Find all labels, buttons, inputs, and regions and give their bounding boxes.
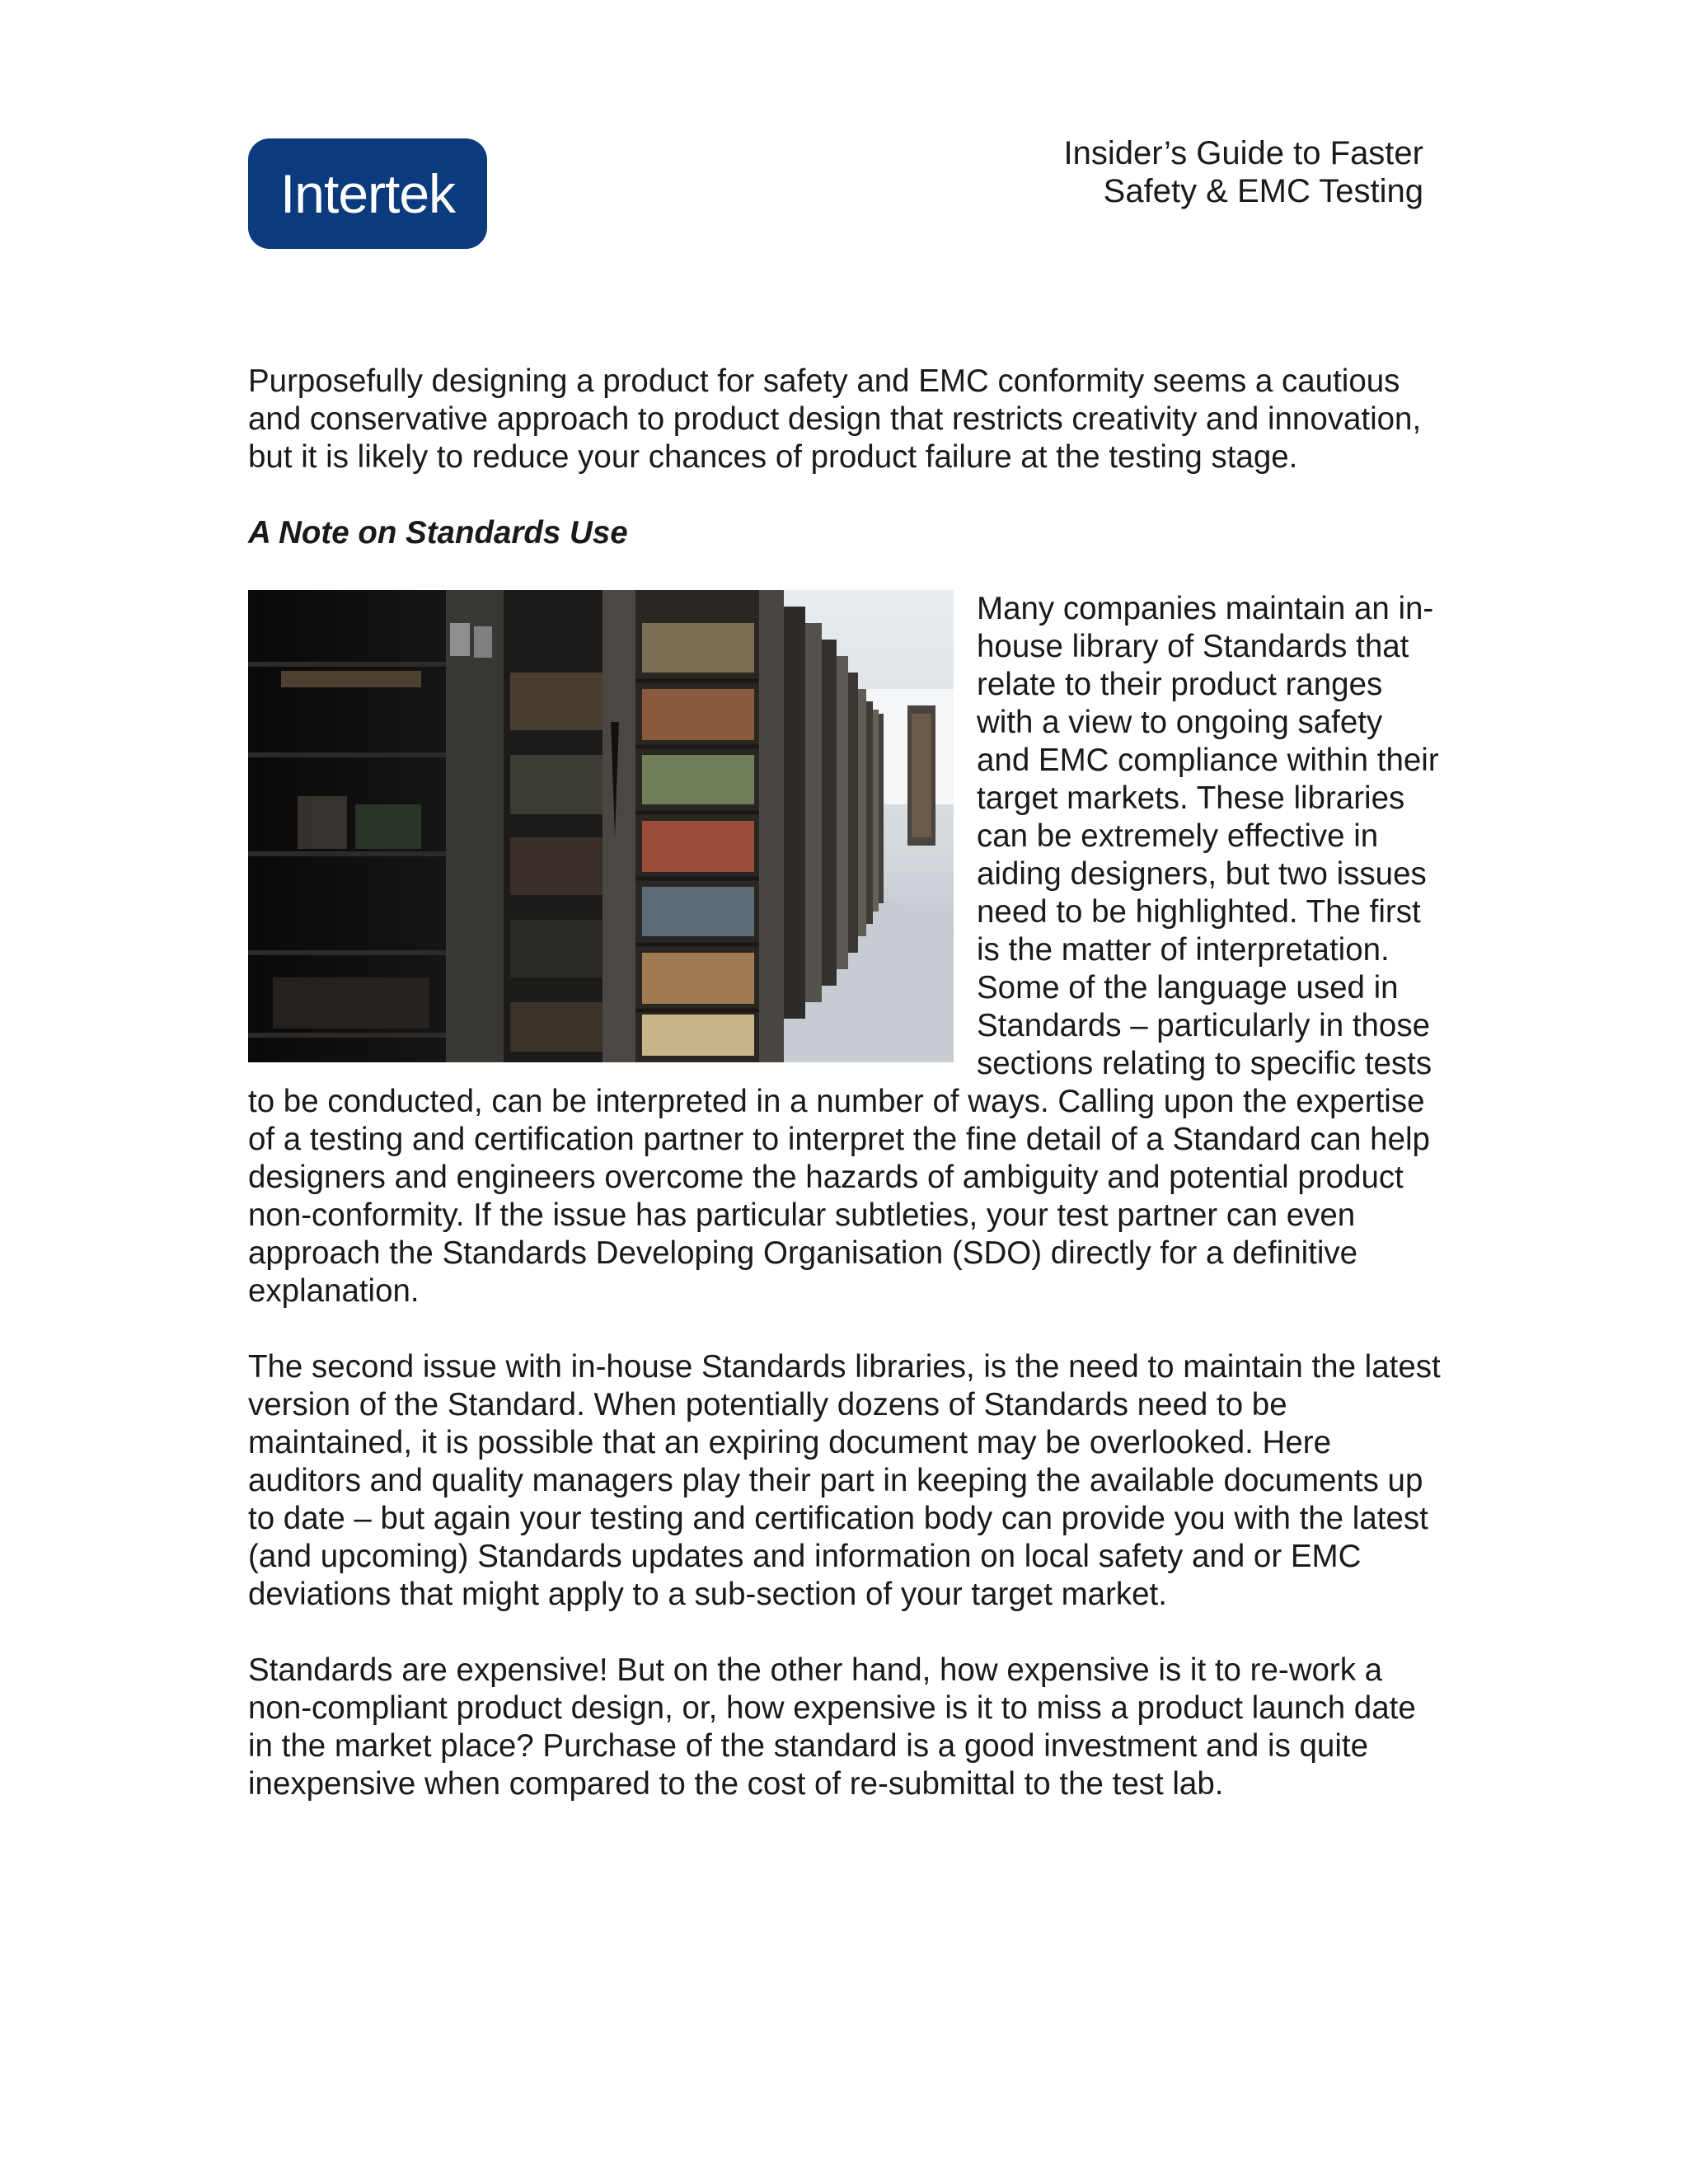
- header-title-line-1: Insider’s Guide to Faster: [1063, 135, 1423, 171]
- section-heading: A Note on Standards Use: [248, 515, 628, 551]
- intro-paragraph: Purposefully designing a product for safety and EMC conformity seems a cautious and conservative approach to product design that restricts creativity and innovation, but it is likely to reduce your chances of product failure at the testing stage.: [248, 363, 1422, 475]
- library-bookshelves-photo: [248, 590, 954, 1062]
- logo-text: Intertek: [279, 163, 456, 224]
- standards-version-paragraph: The second issue with in-house Standards libraries, is the need to maintain the latest version of the Standard. When potentially dozens of Standards need to be maintained, it is possible that an expiring document may be overlooked. Here auditors and quality managers play their part in keeping the available documents up to date – but again your testing and certification body can provide you with the latest (and upcoming) Standards updates and information on local safety and or EMC deviations that might apply to a sub-section of your target market.: [248, 1349, 1441, 1612]
- header-title-line-2: Safety & EMC Testing: [1103, 173, 1423, 209]
- intertek-logo: [248, 138, 487, 249]
- standards-cost-paragraph: Standards are expensive! But on the other hand, how expensive is it to re-work a non-compliant product design, or, how expensive is it to miss a product launch date in the market place? Purchase of the standard is a good investment and is quite inexpensive when compared to the cost of re-submittal to the test lab.: [248, 1652, 1416, 1802]
- standards-library-paragraph: Many companies maintain an in-house library of Standards that relate to their product ranges with a view to ongoing safety and EMC compliance within their target markets. These libraries can be extremely effective in aiding designers, but two issues need to be highlighted. The first is the matter of interpretation. Some of the language used in Standards – particularly in those sections relating to specific tests to be conducted, can be interpreted in a number of ways. Calling upon the expertise of a testing and certification partner to interpret the fine detail of a Standard can help designers and engineers overcome the hazards of ambiguity and potential product non-conformity. If the issue has particular subtleties, your test partner can even approach the Standards Developing Organisation (SDO) directly for a definitive explanation.: [248, 591, 1439, 1309]
- document-header-title: [1063, 134, 1423, 210]
- document-body: [248, 363, 1443, 1803]
